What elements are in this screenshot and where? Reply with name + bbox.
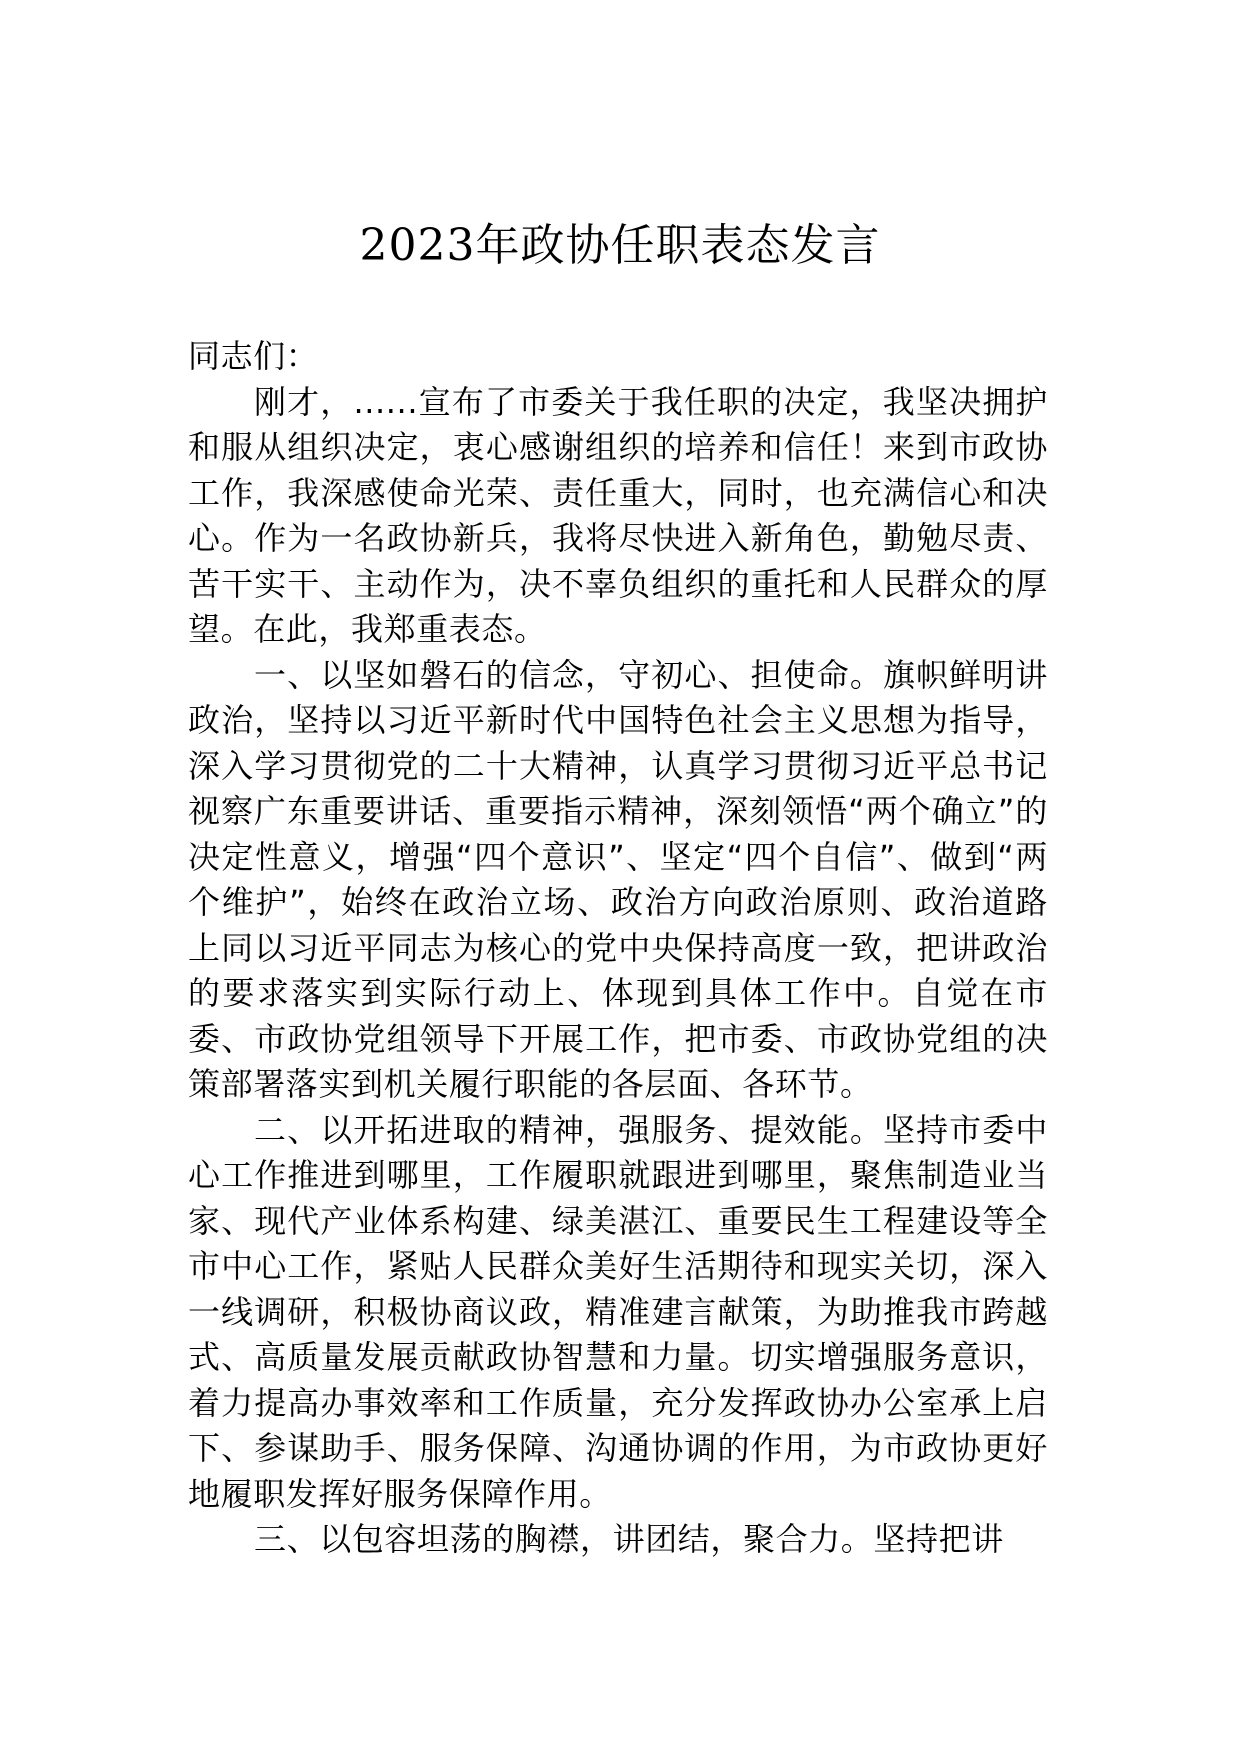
paragraph-section-three: 三、以包容坦荡的胸襟，讲团结，聚合力。坚持把讲	[254, 1520, 1004, 1558]
paragraph-section-two: 二、以开拓进取的精神，强服务、提效能。坚持市委中心工作推进到哪里，工作履职就跟进到哪里，聚焦制造业当家、现代产业体系构建、绿美湛江、重要民生工程建设等全市中心工作，紧贴人民群众美好生活期待和现实关切，深入一线调研，积极协商议政，精准建言献策，为助推我市跨越式、高质量发展贡献政协智慧和力量。切实增强服务意识，着力提高办事效率和工作质量，充分发挥政协办公室承上启下、参谋助手、服务保障、沟通协调的作用，为市政协更好地履职发挥好服务保障作用。	[188, 1110, 1048, 1513]
paragraph-section-one: 一、以坚如磐石的信念，守初心、担使命。旗帜鲜明讲政治，坚持以习近平新时代中国特色社会主义思想为指导，深入学习贯彻党的二十大精神，认真学习贯彻习近平总书记视察广东重要讲话、重要指示精神，深刻领悟“两个确立”的决定性意义，增强“四个意识”、坚定“四个自信”、做到“两个维护”，始终在政治立场、政治方向政治原则、政治道路上同以习近平同志为核心的党中央保持高度一致，把讲政治的要求落实到实际行动上、体现到具体工作中。自觉在市委、市政协党组领导下开展工作，把市委、市政协党组的决策部署落实到机关履行职能的各层面、各环节。	[188, 655, 1048, 1103]
paragraph-opening: 刚才，......宣布了市委关于我任职的决定，我坚决拥护和服从组织决定，衷心感谢组织的培养和信任！来到市政协工作，我深感使命光荣、责任重大，同时，也充满信心和决心。作为一名政协新兵，我将尽快进入新角色，勤勉尽责、苦干实干、主动作为，决不辜负组织的重托和人民群众的厚望。在此，我郑重表态。	[188, 382, 1048, 648]
document-title: 2023年政协任职表态发言	[359, 220, 881, 271]
salutation: 同志们：	[188, 337, 319, 375]
document-body	[188, 334, 1048, 1563]
